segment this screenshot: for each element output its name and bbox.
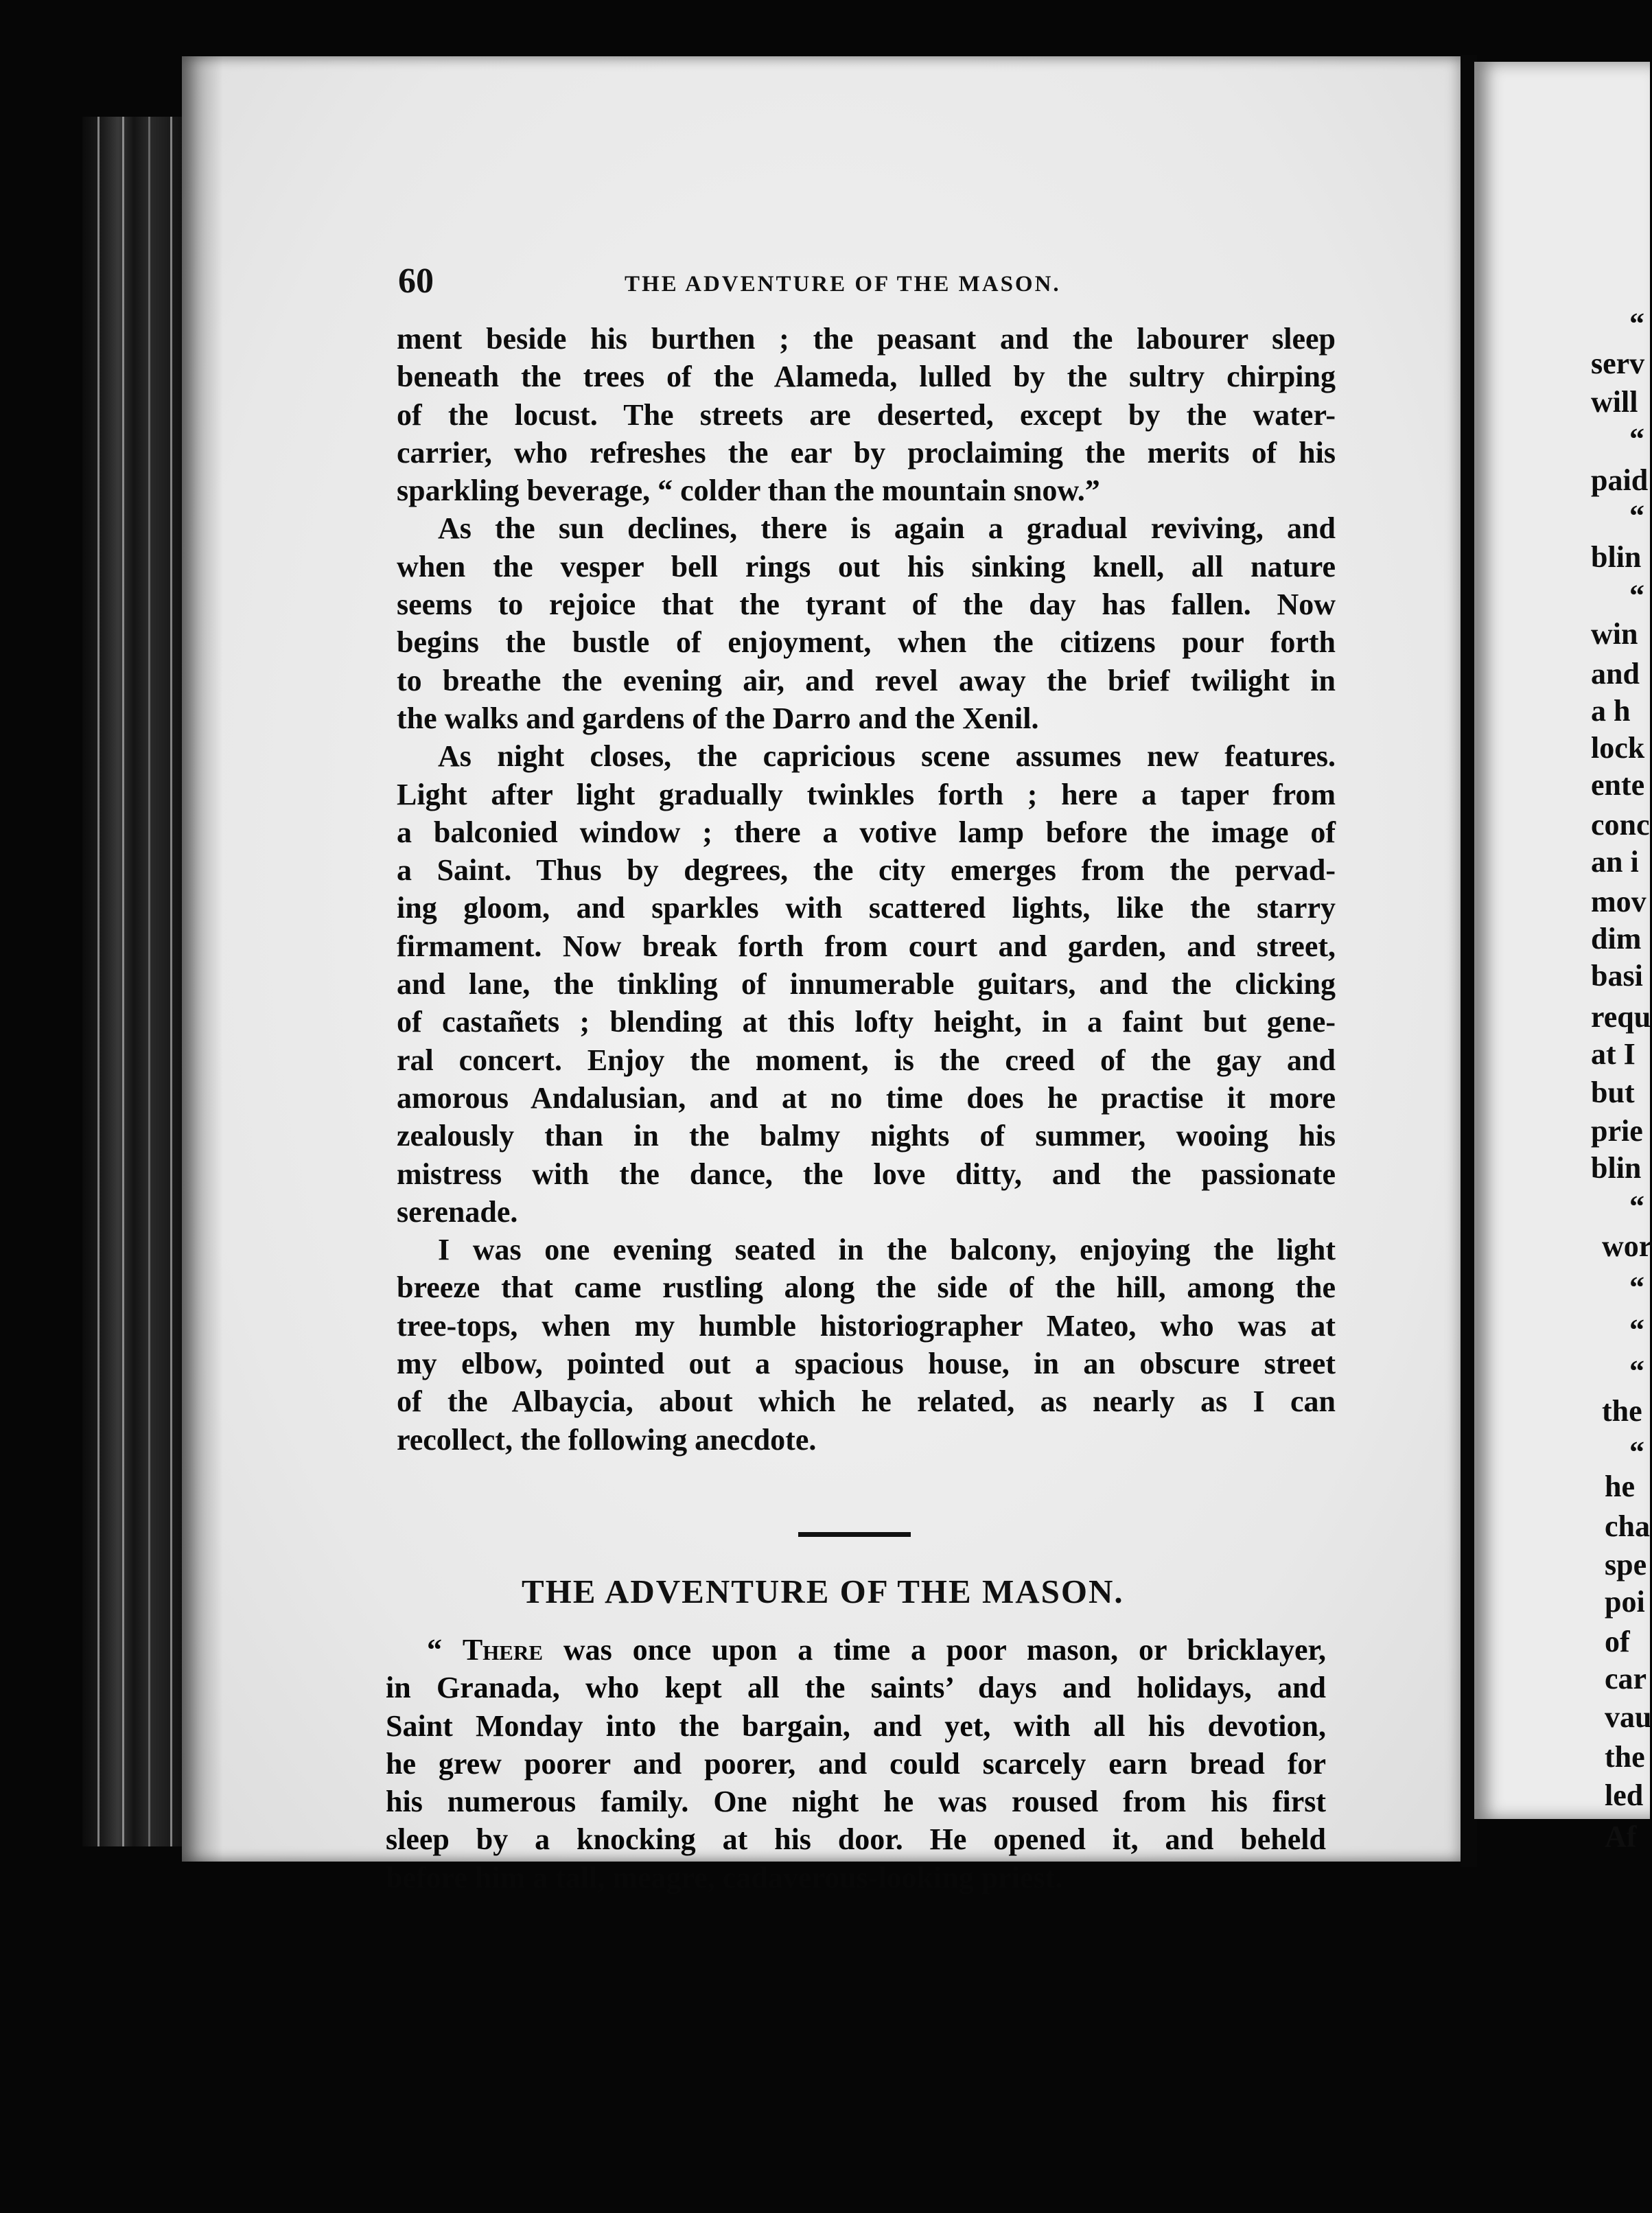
right-page-text-fragment: requ: [1591, 1000, 1651, 1034]
right-page-text-fragment: cha: [1605, 1509, 1650, 1543]
text-line: I was one evening seated in the balcony, enjoying the light: [438, 1233, 1336, 1267]
right-page-text-fragment: spe: [1605, 1548, 1647, 1581]
right-page-text-fragment: led: [1605, 1778, 1644, 1812]
text-line: sparkling beverage, “ colder than the mountain snow.”: [397, 474, 1100, 508]
section-divider-rule: [798, 1532, 911, 1537]
right-page-text-fragment: of: [1605, 1625, 1630, 1658]
drop-word: There: [462, 1633, 544, 1667]
right-page-text-fragment: “: [1629, 1435, 1644, 1469]
right-page-text-fragment: “: [1629, 499, 1644, 533]
right-page-text-fragment: conc: [1591, 808, 1650, 842]
right-page-text-fragment: an i: [1591, 845, 1639, 879]
right-page-text-fragment: poi: [1605, 1585, 1645, 1619]
text-line: he grew poorer and poorer, and could scarcely earn bread for: [386, 1746, 1326, 1781]
text-line: sleep by a knocking at his door. He opened it, and beheld: [386, 1822, 1326, 1857]
right-page-text-fragment: basi: [1591, 959, 1643, 993]
text-line: his numerous family. One night he was roused from his first: [386, 1785, 1326, 1819]
right-page: [1474, 62, 1652, 1853]
text-line: of castañets ; blending at this lofty height, in a faint but gene-: [397, 1005, 1336, 1039]
text-line: carrier, who refreshes the ear by proclaiming the merits of his: [397, 435, 1336, 470]
body-text: [397, 320, 1336, 1459]
right-page-text-fragment: dim: [1591, 922, 1642, 955]
text-line: seems to rejoice that the tyrant of the day has fallen. Now: [397, 588, 1336, 622]
page-edge-line: [97, 117, 100, 1846]
right-page-text-fragment: lock: [1591, 731, 1645, 765]
right-page-text-fragment: vau: [1605, 1700, 1652, 1734]
text-line: ral concert. Enjoy the moment, is the creed of the gay and: [397, 1043, 1336, 1077]
right-page-text-fragment: will: [1591, 385, 1638, 419]
page-shadow: [182, 56, 223, 1862]
right-page-text-fragment: blin: [1591, 540, 1642, 574]
right-page-text-fragment: wor: [1602, 1229, 1652, 1263]
right-page-text-fragment: “: [1629, 307, 1644, 340]
right-page-text-fragment: ente: [1591, 768, 1645, 802]
paragraph-3: [397, 737, 1336, 1231]
text-line: mistress with the dance, the love ditty, and the passionate: [397, 1157, 1336, 1191]
text-line: As night closes, the capricious scene assumes new features.: [438, 739, 1336, 774]
right-page-text-fragment: “: [1629, 579, 1644, 612]
text-line: serenade.: [397, 1194, 518, 1229]
page-number: 60: [398, 262, 434, 301]
open-quote: “: [427, 1633, 442, 1667]
right-page-text-fragment: “: [1629, 1271, 1644, 1304]
book-edge: [82, 117, 187, 1846]
page-edge-line: [122, 117, 124, 1846]
text-line: in Granada, who kept all the saints’ days and holidays, and: [386, 1671, 1326, 1705]
text-line: As the sun declines, there is again a gradual reviving, and: [438, 511, 1336, 546]
text-line: a Saint. Thus by degrees, the city emerges from the pervad-: [397, 853, 1336, 888]
paragraph-1: [397, 320, 1336, 509]
text-line: ment beside his burthen ; the peasant and the labourer sleep: [397, 322, 1336, 356]
right-page-text-fragment: “: [1629, 422, 1644, 456]
story-text: [386, 1631, 1326, 1897]
text-line: [386, 1631, 1326, 1669]
page-edge-line: [170, 117, 172, 1846]
right-page-text-fragment: and: [1591, 657, 1640, 691]
text-line: amorous Andalusian, and at no time does he practise it more: [397, 1080, 1336, 1115]
running-title: THE ADVENTURE OF THE MASON.: [625, 272, 1061, 297]
right-page-text-fragment: “: [1629, 1313, 1644, 1347]
text-line: before him a tall, meagre, cadaverous-looking priest.: [386, 1860, 1063, 1895]
chapter-title: THE ADVENTURE OF THE MASON.: [522, 1573, 1124, 1610]
text-line: my elbow, pointed out a spacious house, in an obscure street: [397, 1347, 1336, 1381]
text-line: recollect, the following anecdote.: [397, 1422, 817, 1457]
right-page-text-fragment: at I: [1591, 1037, 1636, 1071]
text-line: of the Albaycia, about which he related, as nearly as I can: [397, 1384, 1336, 1419]
text-line: Light after light gradually twinkles forth ; here a taper from: [397, 777, 1336, 811]
text-line: tree-tops, when my humble historiographer Mateo, who was at: [397, 1308, 1336, 1343]
right-page-text-fragment: but: [1591, 1076, 1635, 1109]
text-line: and lane, the tinkling of innumerable guitars, and the clicking: [397, 967, 1336, 1001]
text-line: beneath the trees of the Alameda, lulled by the sultry chirping: [397, 360, 1336, 394]
right-page-text-fragment: mov: [1591, 885, 1647, 918]
text-line: firmament. Now break forth from court and garden, and street,: [397, 929, 1336, 963]
right-page-text-fragment: blin: [1591, 1151, 1642, 1185]
right-page-text-fragment: serv: [1591, 347, 1645, 380]
right-page-text-fragment: car: [1605, 1662, 1647, 1695]
text-line: of the locust. The streets are deserted, except by the water-: [397, 397, 1336, 432]
text-line: to breathe the evening air, and revel away the brief twilight in: [397, 663, 1336, 697]
text-line: ing gloom, and sparkles with scattered lights, like the starry: [397, 891, 1336, 925]
text-line: Saint Monday into the bargain, and yet, with all his devotion,: [386, 1708, 1326, 1743]
text-line: a balconied window ; there a votive lamp before the image of: [397, 815, 1336, 849]
right-page-text-fragment: “: [1629, 1354, 1644, 1388]
page-edge-line: [148, 117, 150, 1846]
text-fragment: was once upon a time a poor mason, or bricklayer,: [543, 1633, 1326, 1667]
running-head: [398, 261, 1359, 302]
text-line: when the vesper bell rings out his sinking knell, all nature: [397, 549, 1336, 583]
right-page-text-fragment: the: [1602, 1394, 1642, 1428]
right-page-text-fragment: prie: [1591, 1114, 1643, 1148]
text-line: begins the bustle of enjoyment, when the citizens pour forth: [397, 625, 1336, 660]
paragraph-2: [397, 509, 1336, 737]
right-page-text-fragment: Af: [1605, 1820, 1637, 1853]
right-page-text-fragment: win: [1591, 617, 1638, 651]
right-page-text-fragment: “: [1629, 1190, 1644, 1223]
right-page-text-fragment: the: [1605, 1740, 1645, 1774]
text-line: breeze that came rustling along the side of the hill, among the: [397, 1271, 1336, 1305]
paragraph-4: [397, 1231, 1336, 1459]
text-line: the walks and gardens of the Darro and the Xenil.: [397, 701, 1039, 735]
right-page-text-fragment: a h: [1591, 694, 1631, 728]
right-page-text-fragment: he: [1605, 1470, 1635, 1503]
right-page-text-fragment: paid: [1591, 463, 1649, 497]
text-line: zealously than in the balmy nights of summer, wooing his: [397, 1119, 1336, 1153]
